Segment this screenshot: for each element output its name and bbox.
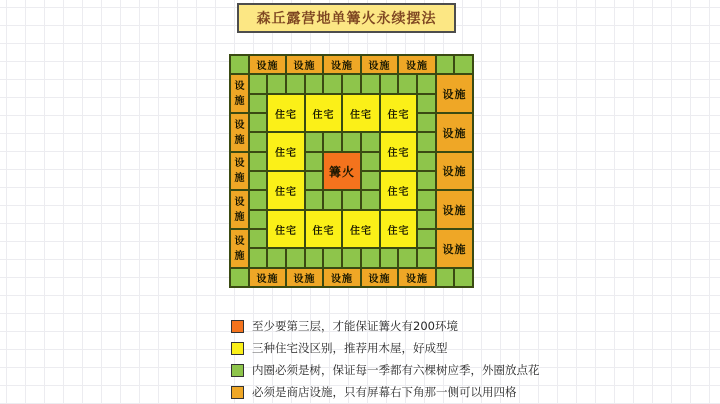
- facility-block-label: 设施: [368, 61, 391, 72]
- green-cell: [417, 229, 436, 248]
- facility-block: [361, 268, 398, 287]
- green-cell: [380, 248, 398, 268]
- legend-text: 内圈必须是树，保证每一季都有六棵树应季，外圈放点花: [252, 363, 540, 377]
- house-block-label: 住宅: [275, 187, 297, 198]
- green-cell: [454, 55, 473, 74]
- green-cell: [436, 55, 454, 74]
- legend-item: [231, 381, 540, 403]
- house-block: [267, 171, 305, 210]
- green-cell: [398, 248, 417, 268]
- facility-block: [286, 268, 323, 287]
- legend-swatch-green: [231, 364, 244, 377]
- green-cell: [267, 74, 286, 94]
- legend-swatch-facility: [231, 386, 244, 399]
- green-cell: [417, 248, 436, 268]
- campfire-block: [323, 152, 361, 190]
- green-cell: [249, 229, 267, 248]
- green-cell: [305, 132, 323, 152]
- house-block: [267, 94, 305, 132]
- house-block-label: 住宅: [387, 225, 410, 237]
- facility-block-label: 设施: [293, 274, 316, 285]
- green-cell: [249, 152, 267, 171]
- green-cell: [230, 55, 249, 74]
- green-cell: [436, 268, 454, 287]
- green-cell: [267, 248, 286, 268]
- green-cell: [249, 210, 267, 229]
- green-cell: [361, 132, 380, 152]
- green-cell: [305, 152, 323, 171]
- legend-item: [231, 315, 540, 337]
- green-cell: [361, 152, 380, 171]
- house-block: [342, 94, 380, 132]
- house-block: [380, 94, 417, 132]
- green-cell: [305, 248, 323, 268]
- green-cell: [305, 171, 323, 190]
- facility-block-label: 设施: [256, 274, 279, 285]
- facility-block-label: 设施: [234, 158, 245, 184]
- green-cell: [361, 248, 380, 268]
- facility-block: [436, 74, 473, 113]
- facility-block: [436, 229, 473, 268]
- house-block: [380, 171, 417, 210]
- green-cell: [305, 190, 323, 210]
- green-cell: [417, 113, 436, 132]
- facility-block-label: 设施: [234, 80, 245, 107]
- green-cell: [454, 268, 473, 287]
- facility-block-label: 设施: [331, 61, 353, 72]
- legend-text: 三种住宅没区别，推荐用木屋，好成型: [252, 341, 448, 355]
- facility-block-label: 设施: [234, 119, 245, 146]
- green-cell: [361, 171, 380, 190]
- facility-block-label: 设施: [293, 61, 316, 72]
- legend-swatch-house: [231, 342, 244, 355]
- facility-block: [323, 55, 361, 74]
- house-block: [380, 210, 417, 248]
- green-cell: [417, 74, 436, 94]
- facility-block: [398, 55, 436, 74]
- house-block-label: 住宅: [312, 109, 335, 121]
- green-cell: [249, 132, 267, 152]
- house-block: [305, 94, 342, 132]
- green-cell: [249, 94, 267, 113]
- legend-text: 必须是商店设施，只有屏幕右下角那一侧可以用四格: [252, 385, 517, 399]
- green-cell: [249, 113, 267, 132]
- house-block: [380, 132, 417, 171]
- house-block: [305, 210, 342, 248]
- green-cell: [417, 171, 436, 190]
- facility-block-label: 设施: [442, 165, 467, 178]
- green-cell: [249, 171, 267, 190]
- green-cell: [417, 94, 436, 113]
- house-block-label: 住宅: [312, 225, 335, 237]
- legend-swatch-fire: [231, 320, 244, 333]
- green-cell: [323, 74, 342, 94]
- title-box: [237, 3, 456, 33]
- facility-block-label: 设施: [442, 87, 467, 101]
- green-cell: [361, 74, 380, 94]
- facility-block: [230, 229, 249, 268]
- facility-block-label: 设施: [442, 126, 467, 140]
- house-block: [342, 210, 380, 248]
- facility-block-label: 设施: [256, 61, 279, 72]
- facility-block-label: 设施: [442, 203, 467, 217]
- green-cell: [342, 132, 361, 152]
- facility-block: [286, 55, 323, 74]
- green-cell: [323, 248, 342, 268]
- house-block-label: 住宅: [387, 109, 410, 121]
- house-block-label: 住宅: [350, 225, 372, 237]
- house-block-label: 住宅: [275, 109, 297, 121]
- house-block: [267, 132, 305, 171]
- legend-item: [231, 359, 540, 381]
- facility-block: [230, 190, 249, 229]
- green-cell: [323, 132, 342, 152]
- page-title: 森丘露营地单篝火永续摆法: [256, 11, 437, 27]
- green-cell: [342, 190, 361, 210]
- facility-block: [361, 55, 398, 74]
- green-cell: [249, 190, 267, 210]
- legend: [231, 315, 540, 403]
- green-cell: [286, 248, 305, 268]
- green-cell: [342, 248, 361, 268]
- legend-text: 至少要第三层，才能保证篝火有200环境: [252, 319, 458, 333]
- layout-grid: [230, 55, 473, 287]
- facility-block: [249, 55, 286, 74]
- green-cell: [342, 74, 361, 94]
- legend-item: [231, 337, 540, 359]
- green-cell: [380, 74, 398, 94]
- facility-block: [398, 268, 436, 287]
- green-cell: [230, 268, 249, 287]
- green-cell: [305, 74, 323, 94]
- facility-block-label: 设施: [331, 274, 353, 285]
- green-cell: [361, 190, 380, 210]
- house-block-label: 住宅: [387, 148, 410, 159]
- facility-block-label: 设施: [234, 235, 245, 262]
- facility-block: [249, 268, 286, 287]
- house-block-label: 住宅: [387, 187, 410, 198]
- green-cell: [323, 190, 342, 210]
- house-block: [267, 210, 305, 248]
- campfire-block-label: 篝火: [328, 164, 355, 179]
- facility-block-label: 设施: [406, 61, 428, 72]
- facility-block: [230, 152, 249, 190]
- green-cell: [249, 74, 267, 94]
- facility-block-label: 设施: [406, 274, 428, 285]
- green-cell: [417, 152, 436, 171]
- facility-block-label: 设施: [368, 274, 391, 285]
- facility-block: [230, 74, 249, 113]
- house-block-label: 住宅: [275, 225, 297, 237]
- green-cell: [286, 74, 305, 94]
- house-block-label: 住宅: [350, 109, 372, 121]
- green-cell: [398, 74, 417, 94]
- facility-block: [230, 113, 249, 152]
- green-cell: [417, 190, 436, 210]
- facility-block: [436, 113, 473, 152]
- facility-block: [436, 190, 473, 229]
- green-cell: [417, 210, 436, 229]
- green-cell: [417, 132, 436, 152]
- facility-block-label: 设施: [234, 196, 245, 223]
- facility-block: [436, 152, 473, 190]
- green-cell: [249, 248, 267, 268]
- facility-block-label: 设施: [442, 242, 467, 256]
- facility-block: [323, 268, 361, 287]
- house-block-label: 住宅: [275, 148, 297, 159]
